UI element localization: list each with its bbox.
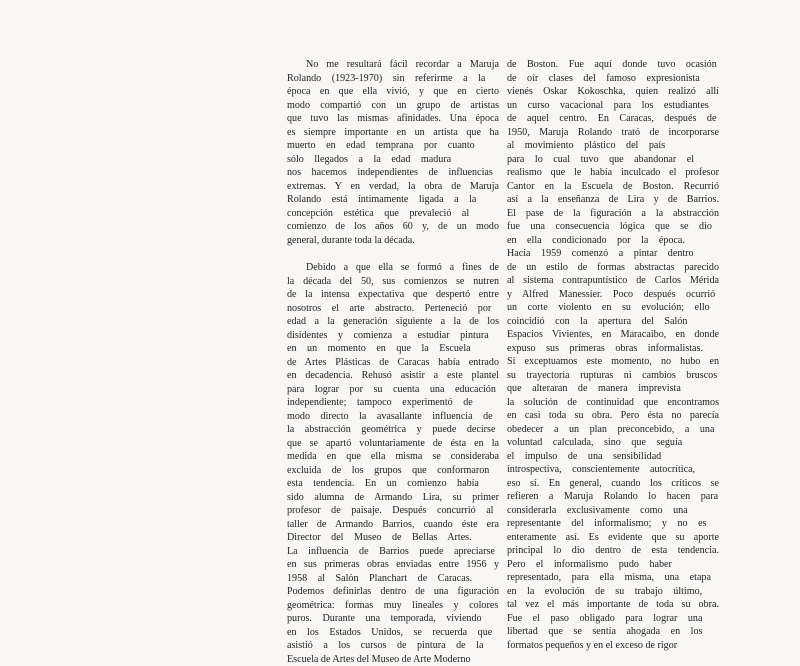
text-line: de Boston. Fue aquí donde tuvo ocasión: [507, 58, 719, 72]
text-line: La influencia de Barrios puede apreciarse: [287, 545, 499, 559]
text-line: en los Estados Unidos, se recuerda que: [287, 626, 499, 640]
text-line: comienzo de los años 60 y, de un modo: [287, 220, 499, 234]
text-line: 1958 al Salón Planchart de Caracas.: [287, 572, 499, 586]
text-line: de aquel centro. En Caracas, después de: [507, 112, 719, 126]
text-line: que tuvo las mismas afinidades. Una época: [287, 112, 499, 126]
text-line: Director del Museo de Bellas Artes.: [287, 531, 499, 545]
text-line: que alteraran de manera imprevista: [507, 382, 719, 396]
text-line: muerto en edad temprana por cuanto: [287, 139, 499, 153]
text-line: general, durante toda la década.: [287, 234, 499, 248]
text-column-left: [287, 58, 499, 666]
text-line: de Artes Plásticas de Caracas había entrado: [287, 356, 499, 370]
text-line: concepción estética que prevaleció al: [287, 207, 499, 221]
text-line: refieren a Maruja Rolando lo hacen para: [507, 490, 719, 504]
text-line: profesor de paisaje. Después concurrió al: [287, 504, 499, 518]
text-line: para lo cual tuvo que abandonar el: [507, 153, 719, 167]
text-line: enteramente así. Es evidente que su aporte: [507, 531, 719, 545]
text-line: nos hacemos independientes de influencias: [287, 166, 499, 180]
text-line: en casi toda su obra. Pero ésta no parecía: [507, 409, 719, 423]
text-line: Si exceptuamos este momento, no hubo en: [507, 355, 719, 369]
text-line: es siempre importante en un artista que ha: [287, 126, 499, 140]
text-line: Espacios Vivientes, en Maracaibo, en donde: [507, 328, 719, 342]
text-line: en sus primeras obras enviadas entre 1956 y: [287, 558, 499, 572]
text-line: para lograr por su cuenta una educación: [287, 383, 499, 397]
text-line: expuso sus primeras obras informalistas.: [507, 342, 719, 356]
text-line: representante del informalismo; y no es: [507, 517, 719, 531]
text-line: asistió a los cursos de pintura de la: [287, 639, 499, 653]
text-line: medida en que ella misma se consideraba: [287, 450, 499, 464]
text-line: al sistema contrapuntístico de Carlos Mérida: [507, 274, 719, 288]
text-line: excluida de los grupos que conformaron: [287, 464, 499, 478]
text-line: un corte violento en su evolución; ello: [507, 301, 719, 315]
text-line: Pero el informalismo pudo haber: [507, 558, 719, 572]
text-line: esta tendencia. En un comienzo había: [287, 477, 499, 491]
text-line: en un momento en que la Escuela: [287, 342, 499, 356]
text-line: la solución de continuidad que encontramos: [507, 396, 719, 410]
text-line: al movimiento plástico del país: [507, 139, 719, 153]
text-line: en ella condicionado por la época.: [507, 234, 719, 248]
text-line: Debido a que ella se formó a fines de: [287, 261, 499, 275]
text-line: 1950, Maruja Rolando trató de incorporarse: [507, 126, 719, 140]
text-line: la abstracción geométrica y puede decirse: [287, 423, 499, 437]
text-line: extremas. Y en verdad, la obra de Maruja: [287, 180, 499, 194]
text-line: modo directo la avasallante influencia de: [287, 410, 499, 424]
text-line: y Alfred Manessier. Poco después ocurrió: [507, 288, 719, 302]
paragraph-gap: [287, 247, 499, 261]
text-line: disidentes y comienza a estudiar pintura: [287, 329, 499, 343]
text-line: obedecer a un plan preconcebido, a una: [507, 423, 719, 437]
text-line: modo compartió con un grupo de artistas: [287, 99, 499, 113]
text-line: de oír clases del famoso expresionista: [507, 72, 719, 86]
text-line: considerarla exclusivamente como una: [507, 504, 719, 518]
text-line: Hacia 1959 comenzó a pintar dentro: [507, 247, 719, 261]
text-line: taller de Armando Barrios, cuando éste era: [287, 518, 499, 532]
text-line: puros. Durante una temporada, viviendo: [287, 612, 499, 626]
text-line: un curso vacacional para los estudiantes: [507, 99, 719, 113]
text-line: El pase de la figuración a la abstracción: [507, 207, 719, 221]
text-line: Fue el paso obligado para lograr una: [507, 612, 719, 626]
text-line: Cantor en la Escuela de Boston. Recurrió: [507, 180, 719, 194]
text-line: principal lo dio dentro de esta tendencia.: [507, 544, 719, 558]
text-line: su trayectoria rupturas ni cambios bruscos: [507, 369, 719, 383]
text-line: de un estilo de formas abstractas parecido: [507, 261, 719, 275]
text-line: en decadencia. Rehusó asistir a este plantel: [287, 369, 499, 383]
text-line: Escuela de Artes del Museo de Arte Moderno: [287, 653, 499, 666]
text-line: de la intensa expectativa que despertó entre: [287, 288, 499, 302]
text-line: nosotros el arte abstracto. Perteneció por: [287, 302, 499, 316]
text-line: libertad que se sentía ahogada en los: [507, 625, 719, 639]
text-line: voluntad calculada, sino que seguía: [507, 436, 719, 450]
text-line: edad a la generación siguiente a la de los: [287, 315, 499, 329]
text-column-right: [507, 58, 719, 652]
text-line: la década del 50, sus comienzos se nutren: [287, 275, 499, 289]
text-line: Rolando (1923-1970) sin referirme a la: [287, 72, 499, 86]
text-line: realismo que le había inculcado el profesor: [507, 166, 719, 180]
text-line: formatos pequeños y en el exceso de rigor: [507, 639, 719, 653]
text-line: Rolando está íntimamente ligada a la: [287, 193, 499, 207]
text-line: sólo llegados a la edad madura: [287, 153, 499, 167]
text-line: en la evolución de su trabajo último,: [507, 585, 719, 599]
text-line: representado, para ella misma, una etapa: [507, 571, 719, 585]
text-line: independiente; tampoco experimentó de: [287, 396, 499, 410]
text-line: vienés Oskar Kokoschka, quien realizó allí: [507, 85, 719, 99]
text-line: coincidió con la apertura del Salón: [507, 315, 719, 329]
text-line: No me resultará fácil recordar a Maruja: [287, 58, 499, 72]
text-line: sido alumna de Armando Lira, su primer: [287, 491, 499, 505]
text-line: que se apartó voluntariamente de ésta en la: [287, 437, 499, 451]
text-line: época en que ella vivió, y que en cierto: [287, 85, 499, 99]
text-line: el impulso de una sensibilidad: [507, 450, 719, 464]
text-line: introspectiva, conscientemente autocrítica,: [507, 463, 719, 477]
text-line: geométrica: formas muy lineales y colores: [287, 599, 499, 613]
text-line: eso sí. En general, cuando los críticos se: [507, 477, 719, 491]
text-line: fue una consecuencia lógica que se dio: [507, 220, 719, 234]
text-line: así a la enseñanza de Lira y de Barrios.: [507, 193, 719, 207]
text-line: Podemos definirlas dentro de una figuración: [287, 585, 499, 599]
text-line: tal vez el más importante de toda su obra.: [507, 598, 719, 612]
